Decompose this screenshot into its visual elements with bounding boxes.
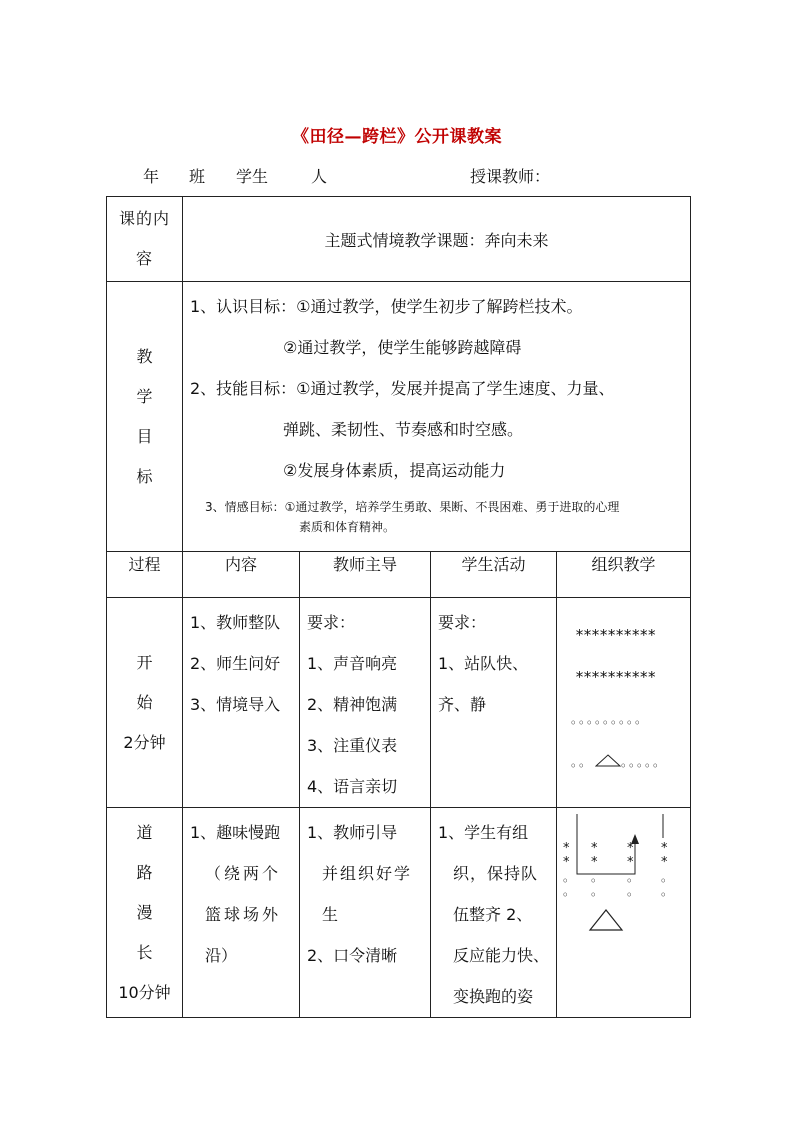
goals-label-char: 学 — [136, 386, 153, 406]
content-text-cell — [183, 197, 691, 282]
header-organization: 组织教学 — [557, 552, 691, 598]
formation-diagram — [557, 598, 690, 798]
star: * — [627, 841, 634, 856]
teacher-item: 要求： — [307, 613, 356, 632]
lesson-plan-table — [106, 196, 691, 1018]
star: * — [563, 841, 570, 856]
runner-stars-col1 — [563, 842, 577, 898]
dot: 。 — [591, 870, 606, 884]
dot: 。 — [661, 884, 676, 898]
goals-row — [107, 282, 691, 552]
teacher-item: 并组织好学 — [322, 864, 413, 883]
grade-label: 年 — [143, 167, 160, 186]
student-item: 织，保持队 — [453, 864, 539, 883]
phase-row-road — [107, 808, 691, 1018]
process-text: 开 — [136, 652, 153, 672]
dot: 。 — [563, 884, 578, 898]
runner-stars-col2 — [591, 842, 605, 898]
student-cell — [431, 598, 557, 808]
process-text: 路 — [136, 862, 153, 882]
teacher-label: 授课教师： — [470, 167, 551, 186]
content-item: 2、师生问好 — [190, 654, 281, 673]
star: * — [591, 855, 598, 870]
star: * — [591, 841, 598, 856]
student-item: 齐、静 — [438, 695, 487, 714]
dot: 。 — [661, 870, 676, 884]
goal-line: 素质和体育精神。 — [299, 520, 396, 534]
goals-text-cell — [183, 282, 691, 552]
content-row — [107, 197, 691, 282]
teacher-item: 3、注重仪表 — [307, 736, 398, 755]
students-label: 学生 — [236, 167, 269, 186]
goal-line: ②发展身体素质，提高运动能力 — [283, 461, 506, 480]
content-item: 篮球场外 — [205, 905, 282, 924]
content-item: 3、情境导入 — [190, 695, 281, 714]
process-text: 2分钟 — [123, 732, 166, 752]
star: * — [661, 841, 668, 856]
goals-label-cell — [107, 282, 183, 552]
document-title: 《田径—跨栏》公开课教案 — [292, 127, 502, 147]
content-item: （绕两个 — [205, 864, 282, 883]
goals-label-char: 目 — [136, 426, 153, 446]
header-row — [107, 552, 691, 598]
process-text: 10分钟 — [118, 982, 171, 1002]
people-label: 人 — [311, 167, 328, 186]
runner-stars-col4 — [661, 842, 675, 898]
goal-line: 弹跳、柔韧性、节奏感和时空感。 — [283, 420, 524, 439]
goal-line: 1、认识目标：①通过教学，使学生初步了解跨栏技术。 — [190, 297, 583, 316]
class-info-line — [0, 164, 794, 188]
teacher-cell — [300, 808, 431, 1018]
content-item: 沿） — [205, 946, 238, 965]
student-cell — [431, 808, 557, 1018]
dot: 。 — [563, 870, 578, 884]
lesson-topic: 主题式情境教学课题：奔向未来 — [324, 230, 549, 250]
process-text: 始 — [136, 692, 153, 712]
teacher-item: 1、声音响亮 — [307, 654, 398, 673]
header-student: 学生活动 — [431, 552, 557, 598]
student-item: 要求： — [438, 613, 487, 632]
running-route-diagram — [557, 808, 690, 1008]
teacher-item: 2、口令清晰 — [307, 946, 398, 965]
content-cell — [183, 598, 300, 808]
star: * — [627, 855, 634, 870]
class-label: 班 — [189, 167, 206, 186]
star: * — [563, 855, 570, 870]
student-row-dots: 。。。。。 — [621, 755, 668, 769]
goal-line: 3、情感目标：①通过教学，培养学生勇敢、果断、不畏困难、勇于进取的心理 — [205, 500, 620, 514]
dot: 。 — [591, 884, 606, 898]
goal-line: ②通过教学，使学生能够跨越障碍 — [283, 338, 522, 357]
teacher-triangle-icon — [595, 754, 621, 768]
process-text: 道 — [136, 822, 153, 842]
organization-cell — [557, 808, 691, 1018]
header-content: 内容 — [183, 552, 300, 598]
student-row-dots: 。。 — [571, 755, 594, 769]
process-text: 漫 — [136, 902, 153, 922]
student-item: 1、站队快、 — [438, 654, 529, 673]
dot: 。 — [627, 870, 642, 884]
teacher-item: 1、教师引导 — [307, 823, 398, 842]
header-process: 过程 — [107, 552, 183, 598]
student-row-stars: ********** — [575, 668, 656, 686]
process-text: 长 — [136, 942, 153, 962]
content-label-cell — [107, 197, 183, 282]
goals-label-char: 教 — [136, 346, 153, 366]
dot: 。 — [627, 884, 642, 898]
student-row-stars: ********** — [575, 626, 656, 644]
teacher-cell — [300, 598, 431, 808]
process-cell — [107, 598, 183, 808]
organization-cell — [557, 598, 691, 808]
content-item: 1、趣味慢跑 — [190, 823, 281, 842]
teacher-item: 2、精神饱满 — [307, 695, 398, 714]
header-teacher: 教师主导 — [300, 552, 431, 598]
route-lines — [557, 808, 689, 1008]
phase-row-start — [107, 598, 691, 808]
content-cell — [183, 808, 300, 1018]
runner-stars-col3 — [627, 842, 641, 898]
student-item: 伍整齐 2、 — [453, 905, 533, 924]
star: * — [661, 855, 668, 870]
content-label: 课的内容 — [118, 209, 170, 268]
student-item: 反应能力快、 — [453, 946, 550, 965]
goals-label-char: 标 — [136, 466, 153, 486]
teacher-item: 4、语言亲切 — [307, 777, 398, 796]
goal-line: 2、技能目标：①通过教学，发展并提高了学生速度、力量、 — [190, 379, 615, 398]
student-item: 1、学生有组 — [438, 823, 529, 842]
process-cell — [107, 808, 183, 1018]
content-item: 1、教师整队 — [190, 613, 281, 632]
teacher-item: 生 — [322, 905, 339, 924]
student-item: 变换跑的姿 — [453, 987, 534, 1006]
student-row-dots: 。。。。。。。。。 — [571, 712, 650, 726]
